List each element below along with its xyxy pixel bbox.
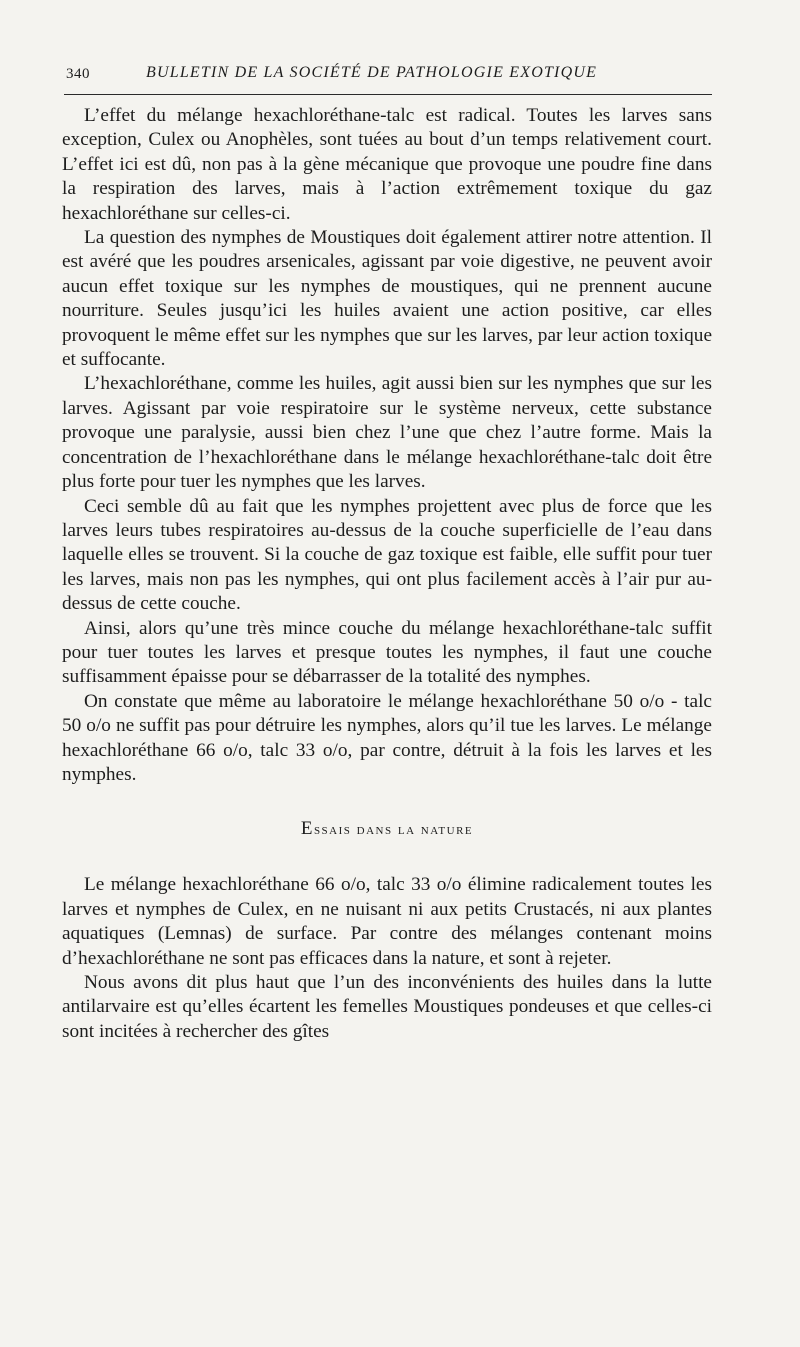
page-number: 340 [66, 66, 90, 82]
article-body [62, 94, 712, 1044]
page-header [62, 58, 712, 94]
paragraph: Le mélange hexachloréthane 66 o/o, talc 33 o/o élimine radicalement toutes les larves et nymphes de Culex, en ne nuisant ni aux petits Crustacés, ni aux plantes aquatiques (Lemnas) de surface. Par contre des mélanges contenant moins d’hexachloréthane ne sont pas efficaces dans la nature, et sont à rejeter. [62, 874, 712, 969]
paragraph: L’hexachloréthane, comme les huiles, agit aussi bien sur les nymphes que sur les larves. Agissant par voie respiratoire sur le système nerveux, cette substance provoque une paralysie, aussi bien chez l’une que chez l’autre forme. Mais la concentration de l’hexachloréthane dans le mélange hexachloréthane-talc doit être plus forte pour tuer les nymphes que les larves. [62, 373, 712, 493]
paragraph: La question des nymphes de Moustiques doit également attirer notre attention. Il est avéré que les poudres arsenicales, agissant par voie digestive, ne peuvent avoir aucun effet toxique sur les nymphes de moustiques, qui ne prennent aucune nourriture. Seules jusqu’ici les huiles avaient une action positive, car elles provoquent le même effet sur les nymphes que sur les larves, par leur action toxique et suffocante. [62, 227, 712, 371]
section-heading-text: ssais dans la nature [313, 822, 474, 839]
journal-page [62, 58, 712, 1044]
section-heading-initial: E [300, 818, 314, 840]
paragraph: Nous avons dit plus haut que l’un des inconvénients des huiles dans la lutte antilarvaire est qu’elles écartent les femelles Moustiques pondeuses et que celles-ci sont incitées à rechercher des gîtes [62, 972, 712, 1042]
paragraph: Ceci semble dû au fait que les nymphes projettent avec plus de force que les larves leurs tubes respiratoires au-dessus de la couche superficielle de l’eau dans laquelle elles se trouvent. Si la couche de gaz toxique est faible, elle suffit pour tuer les larves, mais non pas les nymphes, qui ont plus facilement accès à l’air pur au-dessus de cette couche. [62, 495, 712, 615]
paragraph: Ainsi, alors qu’une très mince couche du mélange hexachloréthane-talc suffit pour tuer toutes les larves et presque toutes les nymphes, il faut une couche suffisamment épaisse pour se débarrasser de la totalité des nymphes. [62, 617, 712, 688]
paragraph: L’effet du mélange hexachloréthane-talc est radical. Toutes les larves sans exception, Culex ou Anophèles, sont tuées au bout d’un temps relativement court. L’effet ici est dû, non pas à la gène mécanique que provoque une poudre fine dans la respiration des larves, mais à l’action extrêmement toxique du gaz hexachloréthane sur celles-ci. [62, 105, 712, 224]
running-title: BULLETIN DE LA SOCIÉTÉ DE PATHOLOGIE EXOTIQUE [146, 64, 598, 81]
section-heading [62, 818, 712, 840]
header-rule [64, 94, 712, 95]
paragraph: On constate que même au laboratoire le mélange hexachloréthane 50 o/o - talc 50 o/o ne suffit pas pour détruire les nymphes, alors qu’il tue les larves. Le mélange hexachloréthane 66 o/o, talc 33 o/o, par contre, détruit à la fois les larves et les nymphes. [62, 690, 712, 785]
